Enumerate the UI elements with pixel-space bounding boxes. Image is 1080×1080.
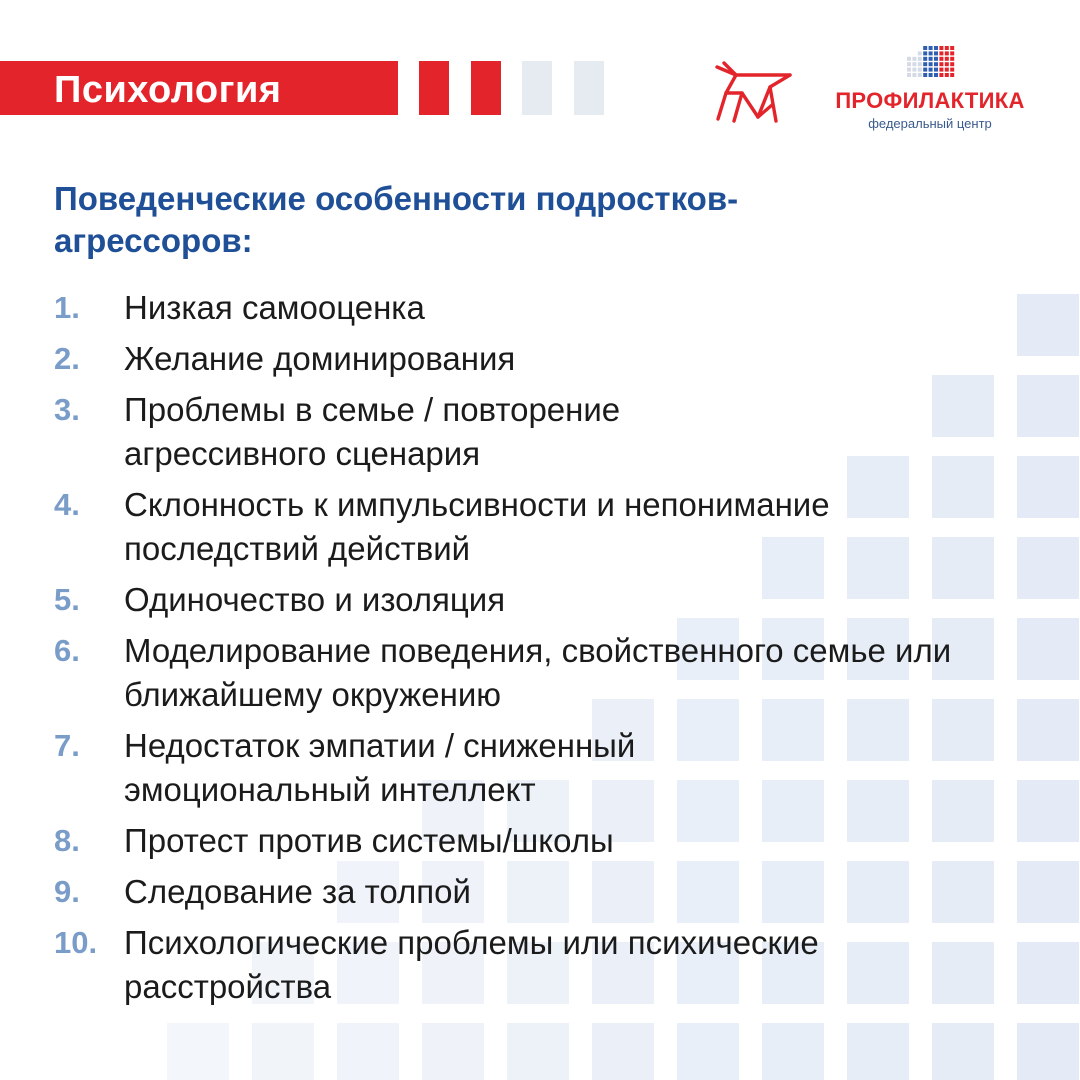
list-item-text: Моделирование поведения, свойственного семье или ближайшему окружению <box>124 632 952 713</box>
logo-name: ПРОФИЛАКТИКА <box>835 88 1025 113</box>
logo-square <box>918 57 922 61</box>
logo-square <box>945 51 949 55</box>
logo-square <box>945 46 949 50</box>
logo-square <box>934 62 938 66</box>
background-square <box>252 1023 314 1080</box>
list-item-number: 9. <box>54 874 80 909</box>
list-item-text: Склонность к импульсивности и непонимание последствий действий <box>124 486 830 567</box>
list-item <box>54 286 1034 330</box>
list-item <box>54 388 1034 476</box>
logo-square <box>918 73 922 77</box>
logo-square <box>934 73 938 77</box>
logo-square <box>950 51 954 55</box>
behavior-list <box>54 286 1034 1016</box>
horse-icon <box>714 57 794 125</box>
logo-square <box>939 62 943 66</box>
background-square <box>592 1023 654 1080</box>
logo-subtitle: федеральный центр <box>868 116 992 131</box>
logo-square <box>945 68 949 72</box>
logo-square <box>939 57 943 61</box>
logo-square <box>907 57 911 61</box>
list-item-text: Следование за толпой <box>124 873 471 910</box>
logo-square <box>929 57 933 61</box>
logo-square <box>929 62 933 66</box>
logo-square <box>923 46 927 50</box>
list-item <box>54 724 1034 812</box>
logo-square <box>950 57 954 61</box>
background-square <box>677 1023 739 1080</box>
decor-stripe <box>574 61 604 115</box>
logo-square <box>934 46 938 50</box>
logo-square <box>912 57 916 61</box>
logo-square <box>950 73 954 77</box>
logo-square <box>907 62 911 66</box>
logo-square <box>939 73 943 77</box>
logo-square <box>939 68 943 72</box>
background-square <box>847 1023 909 1080</box>
list-item-number: 6. <box>54 633 80 668</box>
list-item <box>54 819 1034 863</box>
logo-square <box>939 51 943 55</box>
background-square <box>337 1023 399 1080</box>
list-item-number: 8. <box>54 823 80 858</box>
list-item <box>54 629 1034 717</box>
logo-square <box>907 68 911 72</box>
logo-square <box>907 73 911 77</box>
category-title: Психология <box>54 69 282 111</box>
list-item-text: Протест против системы/школы <box>124 822 614 859</box>
list-item <box>54 483 1034 571</box>
logo-square <box>934 57 938 61</box>
logo-square <box>950 68 954 72</box>
logo-square <box>939 46 943 50</box>
logo-square <box>945 57 949 61</box>
list-item-number: 4. <box>54 487 80 522</box>
background-square <box>1017 1023 1079 1080</box>
list-item-text: Одиночество и изоляция <box>124 581 506 618</box>
logo-square <box>912 62 916 66</box>
list-item-number: 2. <box>54 341 80 376</box>
logo-square <box>950 46 954 50</box>
background-square <box>762 1023 824 1080</box>
logo-square <box>923 62 927 66</box>
page-heading: Поведенческие особенности подростков-агрессоров: <box>54 180 739 259</box>
list-item-text: Проблемы в семье / повторение агрессивного сценария <box>124 391 621 472</box>
background-square <box>507 1023 569 1080</box>
list-item-number: 10. <box>54 925 98 960</box>
logo-square <box>923 73 927 77</box>
decor-stripe <box>471 61 501 115</box>
logo-square <box>945 62 949 66</box>
list-item <box>54 337 1034 381</box>
logo-square <box>929 46 933 50</box>
list-item-number: 5. <box>54 582 80 617</box>
background-square <box>932 1023 994 1080</box>
list-item <box>54 921 1034 1009</box>
list-item-number: 1. <box>54 290 80 325</box>
list-item-number: 7. <box>54 728 80 763</box>
logo-square <box>929 51 933 55</box>
logo-square <box>934 68 938 72</box>
category-banner <box>0 61 398 115</box>
logo-square <box>950 62 954 66</box>
logo-square <box>918 68 922 72</box>
list-item-text: Психологические проблемы или психические расстройства <box>124 924 819 1005</box>
logo-square <box>945 73 949 77</box>
logo-square <box>929 73 933 77</box>
background-square <box>422 1023 484 1080</box>
logo-square <box>923 57 927 61</box>
logo-square <box>923 68 927 72</box>
logo-square <box>934 51 938 55</box>
background-square <box>167 1023 229 1080</box>
logo-square <box>918 51 922 55</box>
logo-square <box>918 62 922 66</box>
logo-square <box>923 51 927 55</box>
list-item <box>54 578 1034 622</box>
logo-square <box>912 73 916 77</box>
list-item-number: 3. <box>54 392 80 427</box>
decor-stripe <box>419 61 449 115</box>
list-item <box>54 870 1034 914</box>
list-item-text: Недостаток эмпатии / сниженный эмоциональный интеллект <box>124 727 636 808</box>
decor-stripe <box>522 61 552 115</box>
logo-square <box>912 68 916 72</box>
list-item-text: Желание доминирования <box>124 340 516 377</box>
logo-square <box>929 68 933 72</box>
list-item-text: Низкая самооценка <box>124 289 425 326</box>
logo-squares-icon <box>907 46 955 79</box>
